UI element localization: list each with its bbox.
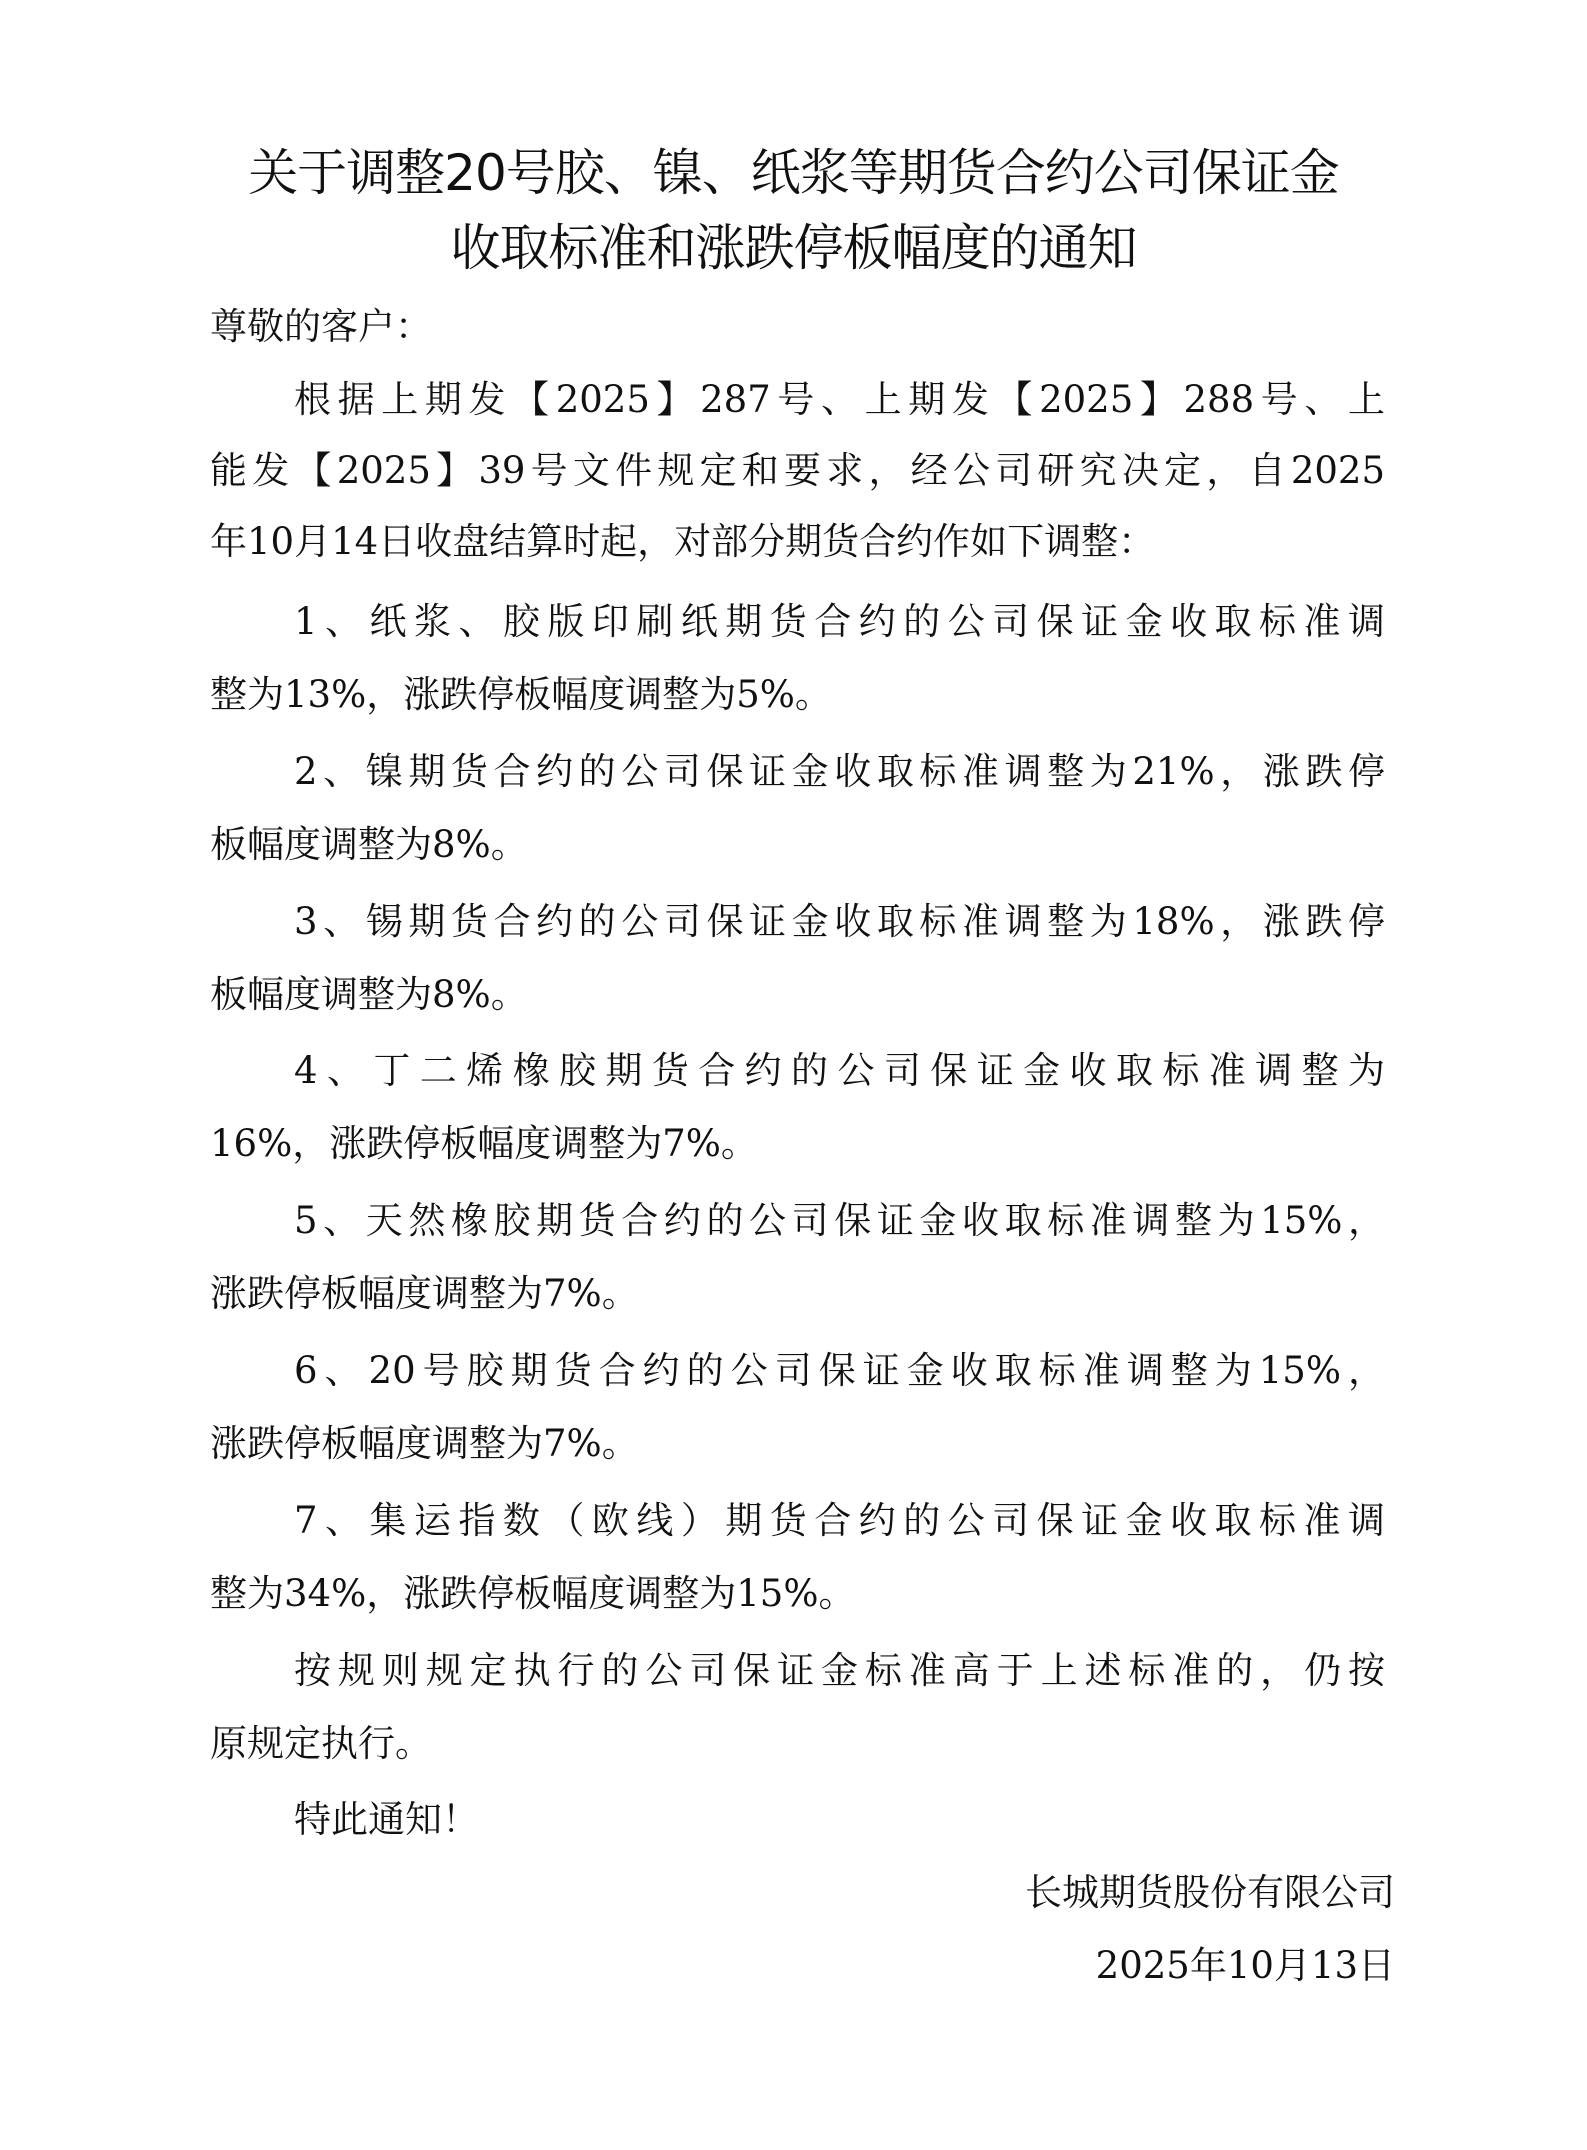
signature-company: 长城期货股份有限公司	[1025, 1871, 1395, 1914]
item-3-line-1: 3、锡期货合约的公司保证金收取标准调整为18%，涨跌停	[294, 900, 1385, 943]
item-5-line-1: 5、天然橡胶期货合约的公司保证金收取标准调整为15%，	[294, 1199, 1385, 1242]
rule-note-line-1: 按规则规定执行的公司保证金标准高于上述标准的，仍按	[294, 1649, 1385, 1692]
intro-line-1: 根据上期发【2025】287号、上期发【2025】288号、上	[294, 378, 1385, 421]
item-4-line-2: 16%，涨跌停板幅度调整为7%。	[210, 1122, 758, 1165]
signature-date: 2025年10月13日	[1095, 1944, 1395, 1987]
notice-title-line-1: 关于调整20号胶、镍、纸浆等期货合约公司保证金	[248, 144, 1339, 202]
item-3-line-2: 板幅度调整为8%。	[210, 973, 528, 1016]
item-2-line-2: 板幅度调整为8%。	[210, 823, 528, 866]
intro-line-3: 年10月14日收盘结算时起，对部分期货合约作如下调整：	[210, 520, 1156, 563]
greeting: 尊敬的客户：	[210, 305, 432, 348]
item-7-line-2: 整为34%，涨跌停板幅度调整为15%。	[210, 1572, 856, 1615]
item-6-line-2: 涨跌停板幅度调整为7%。	[210, 1422, 639, 1465]
item-2-line-1: 2、镍期货合约的公司保证金收取标准调整为21%，涨跌停	[294, 750, 1385, 793]
closing-remark: 特此通知！	[294, 1798, 479, 1841]
item-4-line-1: 4、丁二烯橡胶期货合约的公司保证金收取标准调整为	[294, 1049, 1385, 1092]
item-5-line-2: 涨跌停板幅度调整为7%。	[210, 1272, 639, 1315]
rule-note-line-2: 原规定执行。	[210, 1722, 432, 1765]
item-1-line-2: 整为13%，涨跌停板幅度调整为5%。	[210, 673, 832, 716]
item-1-line-1: 1、纸浆、胶版印刷纸期货合约的公司保证金收取标准调	[294, 600, 1385, 643]
intro-line-2: 能发【2025】39号文件规定和要求，经公司研究决定，自2025	[210, 449, 1385, 492]
item-7-line-1: 7、集运指数（欧线）期货合约的公司保证金收取标准调	[294, 1499, 1385, 1542]
item-6-line-1: 6、20号胶期货合约的公司保证金收取标准调整为15%，	[294, 1349, 1385, 1392]
notice-title-line-2: 收取标准和涨跌停板幅度的通知	[450, 219, 1137, 277]
